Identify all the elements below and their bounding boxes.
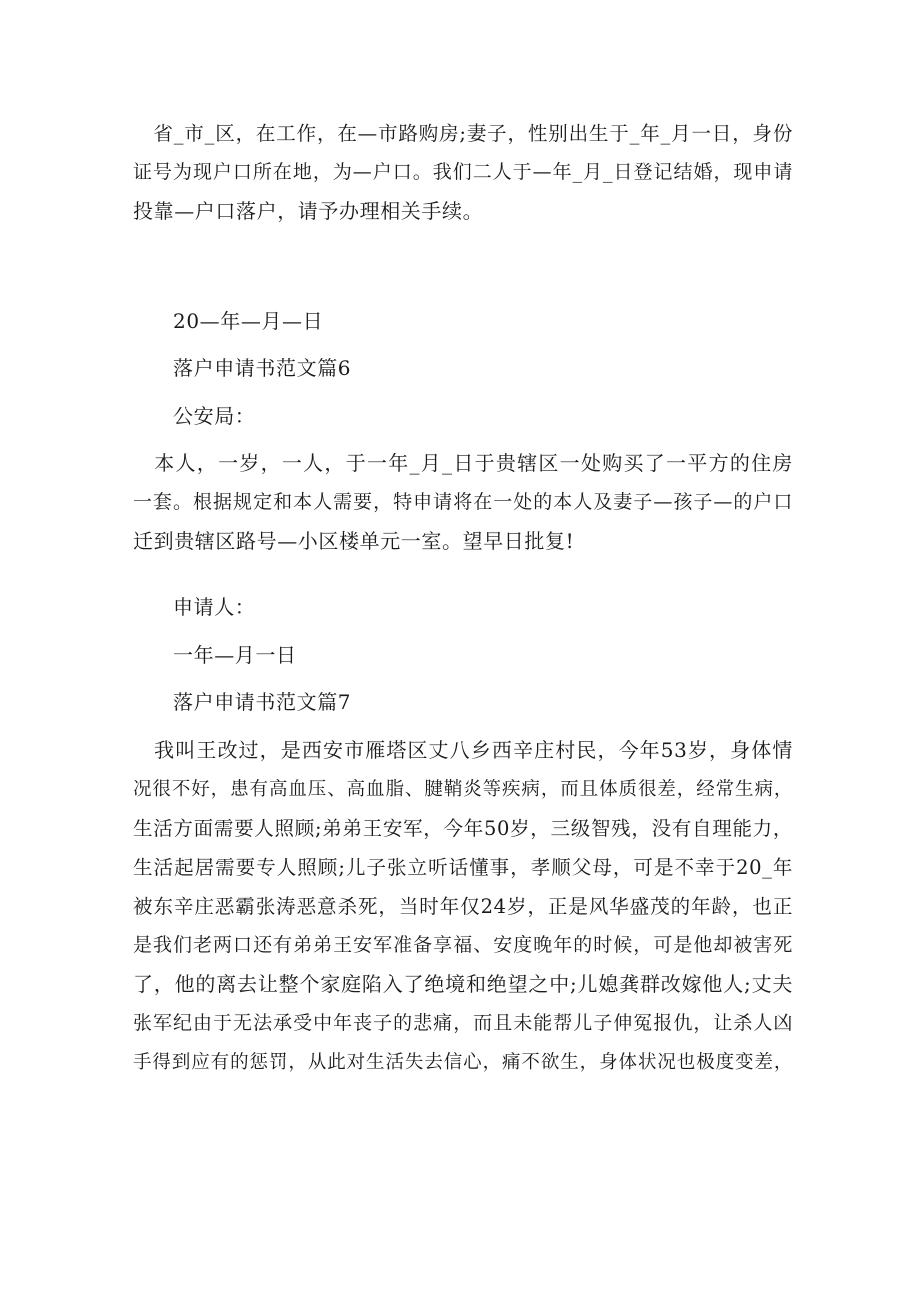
paragraph-line: 生活方面需要人照顾;弟弟王安军，今年50岁，三级智残，没有自理能力， bbox=[133, 817, 793, 840]
paragraph-line: 手得到应有的惩罚，从此对生活失去信心，痛不欲生，身体状况也极度变差， bbox=[133, 1052, 793, 1073]
section-heading-7: 落户申请书范文篇7 bbox=[173, 690, 352, 714]
paragraph-line: 是我们老两口还有弟弟王安军准备享福、安度晚年的时候，可是他却被害死 bbox=[133, 934, 793, 956]
paragraph-intro bbox=[133, 114, 793, 231]
paragraph-line: 张军纪由于无法承受中年丧子的悲痛，而且未能帮儿子伸冤报仇，让杀人凶 bbox=[133, 1012, 793, 1034]
paragraph-line: 一套。根据规定和本人需要，特申请将在一处的本人及妻子—孩子—的户口 bbox=[133, 491, 793, 513]
paragraph-6 bbox=[133, 444, 793, 561]
paragraph-line: 迁到贵辖区路号—小区楼单元一室。望早日批复! bbox=[133, 529, 575, 553]
salutation: 公安局： bbox=[173, 404, 256, 428]
section-heading-6: 落户申请书范文篇6 bbox=[173, 356, 352, 380]
paragraph-7 bbox=[133, 731, 793, 1082]
paragraph-line: 省_市_区，在工作，在—市路购房;妻子，性别出生于_年_月一日，身份 bbox=[133, 122, 793, 145]
paragraph-line: 了，他的离去让整个家庭陷入了绝境和绝望之中;儿媳龚群改嫁他人;丈夫 bbox=[133, 972, 793, 996]
paragraph-line: 生活起居需要专人照顾;儿子张立听话懂事，孝顺父母，可是不幸于20_年 bbox=[133, 856, 793, 879]
paragraph-line: 证号为现户口所在地，为—户口。我们二人于—年_月_日登记结婚，现申请 bbox=[133, 161, 793, 183]
paragraph-line: 我叫王改过，是西安市雁塔区丈八乡西辛庄村民，今年53岁，身体情 bbox=[133, 738, 793, 762]
date-line: 一年—月一日 bbox=[173, 643, 297, 667]
applicant-label: 申请人： bbox=[173, 595, 256, 619]
paragraph-line: 投靠—户口落户，请予办理相关手续。 bbox=[133, 199, 484, 223]
paragraph-line: 本人，一岁，一人，于一年_月_日于贵辖区一处购买了一平方的住房 bbox=[133, 451, 793, 475]
date-line: 20—年—月—日 bbox=[173, 309, 324, 333]
paragraph-line: 况很不好，患有高血压、高血脂、腱鞘炎等疾病，而且体质很差，经常生病， bbox=[133, 779, 793, 800]
paragraph-line: 被东辛庄恶霸张涛恶意杀死，当时年仅24岁，正是风华盛茂的年龄，也正 bbox=[133, 895, 793, 918]
